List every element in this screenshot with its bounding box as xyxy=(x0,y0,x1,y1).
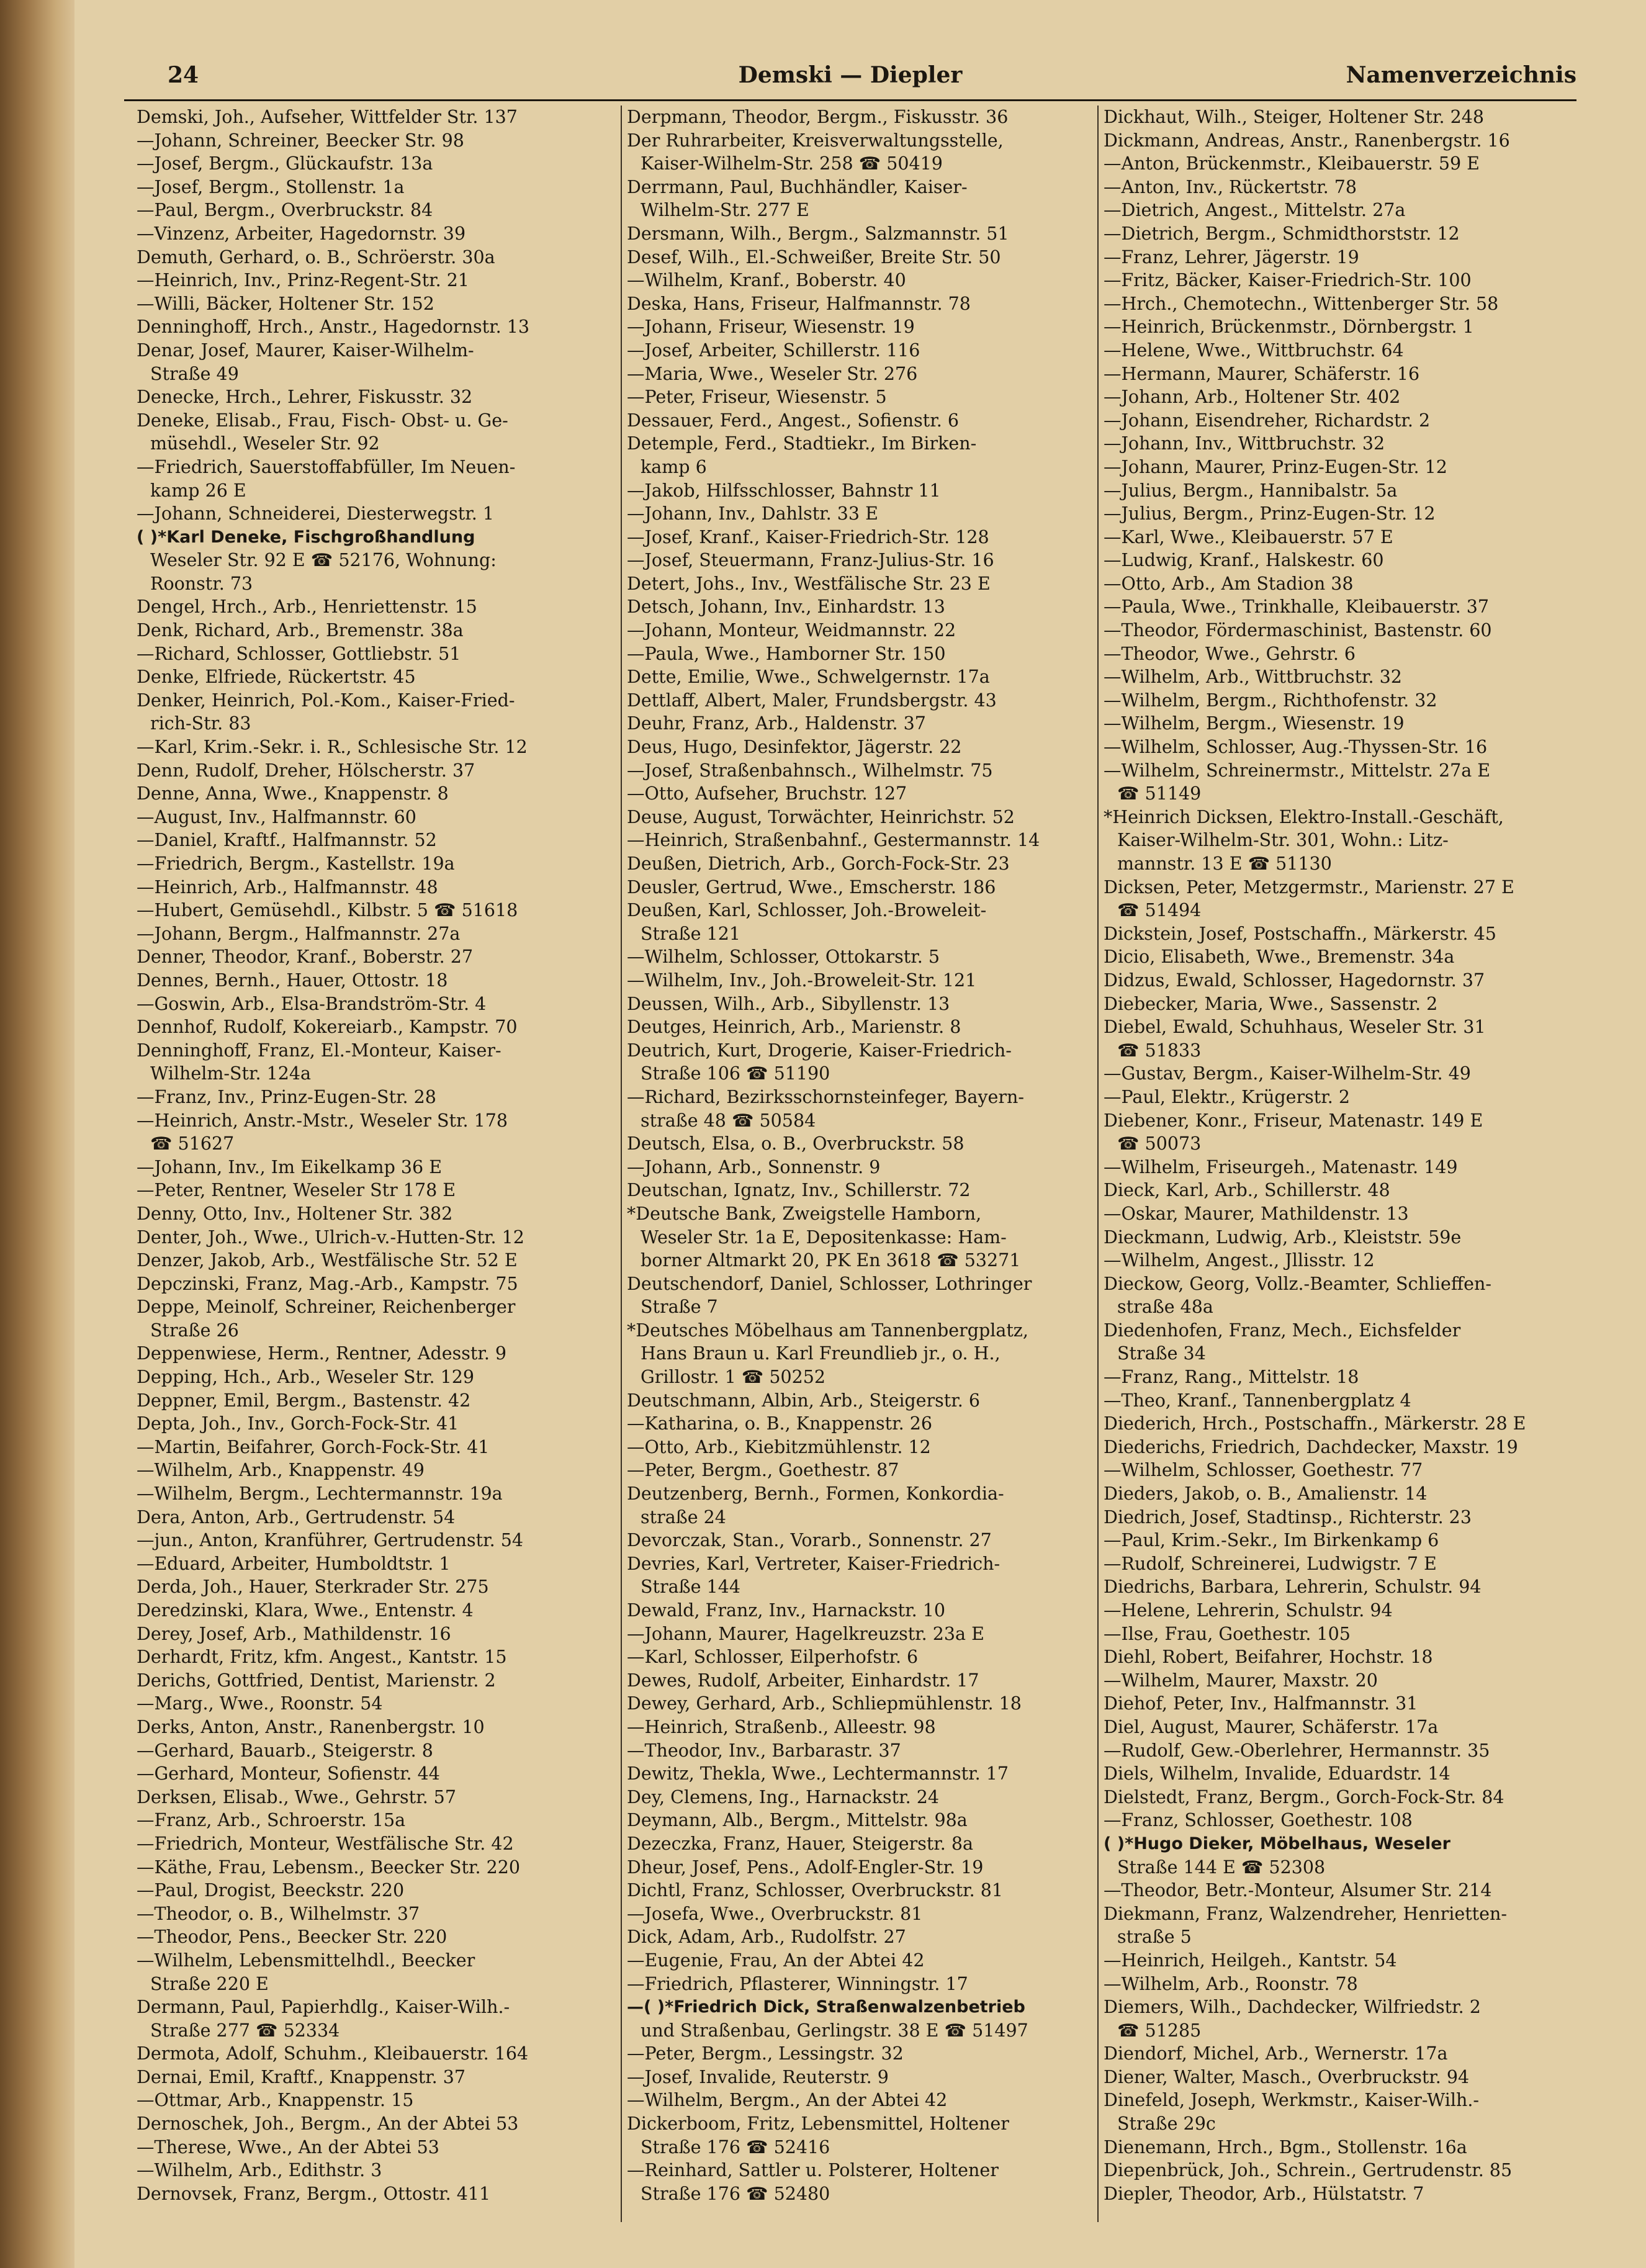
directory-entry: —Anton, Inv., Rückertstr. 78 xyxy=(1104,176,1357,197)
directory-entry: *Deutsches Möbelhaus am Tannenbergplatz, xyxy=(627,1320,1028,1341)
directory-entry: Devorczak, Stan., Vorarb., Sonnenstr. 27 xyxy=(627,1530,992,1551)
directory-entry: Derks, Anton, Anstr., Ranenbergstr. 10 xyxy=(137,1716,485,1737)
directory-entry: Deutschmann, Albin, Arb., Steigerstr. 6 xyxy=(627,1390,980,1411)
directory-columns xyxy=(137,106,1576,2222)
directory-entry: —Johann, Arb., Sonnenstr. 9 xyxy=(627,1156,881,1177)
directory-entry: —Theodor, Pens., Beecker Str. 220 xyxy=(137,1927,447,1948)
entry-continuation: kamp 6 xyxy=(641,456,707,477)
directory-entry: —Ilse, Frau, Goethestr. 105 xyxy=(1104,1623,1351,1644)
directory-entry: Deutrich, Kurt, Drogerie, Kaiser-Friedrich- xyxy=(627,1040,1012,1061)
entry-continuation: Straße 144 xyxy=(641,1577,740,1598)
directory-entry: Deneke, Elisab., Frau, Fisch- Obst- u. Ge- xyxy=(137,410,508,431)
directory-entry: Dieckmann, Ludwig, Arb., Kleiststr. 59e xyxy=(1104,1226,1462,1248)
directory-entry: Derey, Josef, Arb., Mathildenstr. 16 xyxy=(137,1623,451,1644)
page-header xyxy=(124,56,1576,101)
directory-entry: Derhardt, Fritz, kfm. Angest., Kantstr. 15 xyxy=(137,1647,507,1668)
directory-entry: —Wilhelm, Lebensmittelhdl., Beecker xyxy=(137,1950,475,1971)
directory-entry: —Hermann, Maurer, Schäferstr. 16 xyxy=(1104,363,1420,384)
entry-continuation: und Straßenbau, Gerlingstr. 38 E ☎ 51497 xyxy=(641,2020,1028,2041)
directory-entry: —Theodor, Betr.-Monteur, Alsumer Str. 214 xyxy=(1104,1880,1492,1901)
directory-entry: —Paul, Drogist, Beeckstr. 220 xyxy=(137,1880,405,1901)
page-title: Demski — Diepler xyxy=(738,62,963,88)
directory-entry: —Jakob, Hilfsschlosser, Bahnstr 11 xyxy=(627,480,941,501)
directory-entry: Denke, Elfriede, Rückertstr. 45 xyxy=(137,667,416,688)
column-2 xyxy=(621,106,1094,2222)
directory-entry: Deutsch, Elsa, o. B., Overbruckstr. 58 xyxy=(627,1133,965,1154)
directory-entry: —Rudolf, Gew.-Oberlehrer, Hermannstr. 35 xyxy=(1104,1740,1490,1761)
directory-entry: —Heinrich, Heilgeh., Kantstr. 54 xyxy=(1104,1950,1397,1971)
entry-continuation: ☎ 51833 xyxy=(1117,1040,1202,1061)
directory-entry: Dey, Clemens, Ing., Harnackstr. 24 xyxy=(627,1786,939,1807)
entry-continuation: mannstr. 13 E ☎ 51130 xyxy=(1117,853,1332,874)
directory-entry: *Heinrich Dicksen, Elektro-Install.-Geschäft, xyxy=(1104,806,1504,827)
directory-entry: Diendorf, Michel, Arb., Wernerstr. 17a xyxy=(1104,2043,1448,2064)
directory-entry: —Maria, Wwe., Weseler Str. 276 xyxy=(627,363,918,384)
entry-continuation: borner Altmarkt 20, PK En 3618 ☎ 53271 xyxy=(641,1250,1021,1271)
directory-entry: —Goswin, Arb., Elsa-Brandström-Str. 4 xyxy=(137,993,487,1014)
directory-entry: —Wilhelm, Arb., Roonstr. 78 xyxy=(1104,1973,1358,1994)
entry-continuation: Straße 106 ☎ 51190 xyxy=(641,1063,830,1084)
directory-entry: Derda, Joh., Hauer, Sterkrader Str. 275 xyxy=(137,1577,489,1598)
directory-entry: —Wilhelm, Bergm., Wiesenstr. 19 xyxy=(1104,713,1405,734)
directory-entry: —Theo, Kranf., Tannenbergplatz 4 xyxy=(1104,1390,1411,1411)
entry-continuation: Wilhelm-Str. 277 E xyxy=(641,200,809,221)
directory-entry: Diels, Wilhelm, Invalide, Eduardstr. 14 xyxy=(1104,1763,1450,1784)
directory-entry: Denker, Heinrich, Pol.-Kom., Kaiser-Fried- xyxy=(137,690,515,711)
entry-continuation: Straße 26 xyxy=(150,1320,239,1341)
directory-entry: Dichtl, Franz, Schlosser, Overbruckstr. 81 xyxy=(627,1880,1004,1901)
directory-entry: —Daniel, Kraftf., Halfmannstr. 52 xyxy=(137,830,437,851)
entry-continuation: Straße 49 xyxy=(150,363,239,384)
directory-entry: —Josef, Steuermann, Franz-Julius-Str. 16 xyxy=(627,550,994,571)
directory-entry: —Josef, Invalide, Reuterstr. 9 xyxy=(627,2066,889,2087)
directory-entry: Diener, Walter, Masch., Overbruckstr. 94 xyxy=(1104,2066,1470,2087)
directory-entry: Denner, Theodor, Kranf., Boberstr. 27 xyxy=(137,947,474,968)
entry-continuation: ☎ 51627 xyxy=(150,1133,235,1154)
directory-entry: Dicio, Elisabeth, Wwe., Bremenstr. 34a xyxy=(1104,947,1455,968)
directory-entry: —Richard, Bezirksschornsteinfeger, Bayern- xyxy=(627,1086,1024,1107)
directory-entry: —Johann, Maurer, Prinz-Eugen-Str. 12 xyxy=(1104,456,1447,477)
directory-entry: Dheur, Josef, Pens., Adolf-Engler-Str. 19 xyxy=(627,1856,984,1878)
directory-entry: —Wilhelm, Angest., Jllisstr. 12 xyxy=(1104,1250,1375,1271)
directory-entry: —Paul, Bergm., Overbruckstr. 84 xyxy=(137,200,433,221)
column-3 xyxy=(1097,106,1570,2222)
directory-entry: —Johann, Schneiderei, Diesterwegstr. 1 xyxy=(137,503,494,524)
entry-continuation: Hans Braun u. Karl Freundlieb jr., o. H., xyxy=(641,1343,1001,1364)
entry-continuation: Straße 176 ☎ 52416 xyxy=(641,2136,830,2158)
directory-entry: Deuse, August, Torwächter, Heinrichstr. 52 xyxy=(627,806,1015,827)
directory-entry: —Heinrich, Straßenbahnf., Gestermannstr. 14 xyxy=(627,830,1040,851)
directory-entry: —Ottmar, Arb., Knappenstr. 15 xyxy=(137,2090,414,2111)
book-spine xyxy=(0,0,74,2268)
directory-entry: —Wilhelm, Bergm., An der Abtei 42 xyxy=(627,2090,948,2111)
entry-continuation: straße 24 xyxy=(641,1506,726,1528)
directory-entry: —Otto, Arb., Am Stadion 38 xyxy=(1104,573,1354,594)
directory-entry: Demski, Joh., Aufseher, Wittfelder Str. 137 xyxy=(137,107,518,127)
directory-entry: Diehl, Robert, Beifahrer, Hochstr. 18 xyxy=(1104,1647,1433,1668)
directory-entry: —Dietrich, Angest., Mittelstr. 27a xyxy=(1104,200,1406,221)
directory-entry: Dewitz, Thekla, Wwe., Lechtermannstr. 17 xyxy=(627,1763,1009,1784)
entry-continuation: Grillostr. 1 ☎ 50252 xyxy=(641,1367,825,1388)
directory-entry: Deusler, Gertrud, Wwe., Emscherstr. 186 xyxy=(627,876,996,898)
directory-page xyxy=(124,56,1576,2241)
directory-entry: Denny, Otto, Inv., Holtener Str. 382 xyxy=(137,1203,453,1224)
directory-entry: Dezeczka, Franz, Hauer, Steigerstr. 8a xyxy=(627,1833,974,1854)
directory-entry: Diedenhofen, Franz, Mech., Eichsfelder xyxy=(1104,1320,1461,1341)
directory-entry: Dernoschek, Joh., Bergm., An der Abtei 53 xyxy=(137,2113,519,2135)
entry-continuation: Straße 29c xyxy=(1117,2113,1216,2135)
directory-entry: Dengel, Hrch., Arb., Henriettenstr. 15 xyxy=(137,596,477,618)
directory-entry: Depping, Hch., Arb., Weseler Str. 129 xyxy=(137,1367,474,1388)
directory-entry: Denninghoff, Franz, El.-Monteur, Kaiser- xyxy=(137,1040,501,1061)
directory-entry: —Helene, Lehrerin, Schulstr. 94 xyxy=(1104,1600,1393,1621)
entry-continuation: Straße 34 xyxy=(1117,1343,1206,1364)
entry-continuation: straße 48 ☎ 50584 xyxy=(641,1110,816,1131)
directory-entry: Diehof, Peter, Inv., Halfmannstr. 31 xyxy=(1104,1693,1418,1714)
directory-entry: Deußen, Karl, Schlosser, Joh.-Broweleit- xyxy=(627,900,987,921)
directory-entry: —Oskar, Maurer, Mathildenstr. 13 xyxy=(1104,1203,1409,1224)
directory-entry: —Ludwig, Kranf., Halskestr. 60 xyxy=(1104,550,1384,571)
directory-entry: —Franz, Rang., Mittelstr. 18 xyxy=(1104,1367,1359,1388)
directory-entry: Diebel, Ewald, Schuhhaus, Weseler Str. 31 xyxy=(1104,1017,1486,1038)
directory-entry: —Heinrich, Anstr.-Mstr., Weseler Str. 178 xyxy=(137,1110,508,1131)
directory-entry: Detemple, Ferd., Stadtiekr., Im Birken- xyxy=(627,433,977,454)
entry-continuation: müsehdl., Weseler Str. 92 xyxy=(150,433,380,454)
directory-entry: Dielstedt, Franz, Bergm., Gorch-Fock-Str. 84 xyxy=(1104,1786,1504,1807)
directory-entry: —Fritz, Bäcker, Kaiser-Friedrich-Str. 100 xyxy=(1104,270,1472,291)
directory-entry: Dickhaut, Wilh., Steiger, Holtener Str. 248 xyxy=(1104,107,1485,127)
directory-entry: —Gerhard, Monteur, Sofienstr. 44 xyxy=(137,1763,440,1784)
directory-entry: Deuhr, Franz, Arb., Haldenstr. 37 xyxy=(627,713,926,734)
entry-continuation: Kaiser-Wilhelm-Str. 301, Wohn.: Litz- xyxy=(1117,830,1449,851)
directory-entry: —Josefa, Wwe., Overbruckstr. 81 xyxy=(627,1903,923,1924)
directory-entry: —Wilhelm, Arb., Knappenstr. 49 xyxy=(137,1460,425,1481)
entry-continuation: Wilhelm-Str. 124a xyxy=(150,1063,311,1084)
directory-entry: Deppenwiese, Herm., Rentner, Adesstr. 9 xyxy=(137,1343,507,1364)
directory-entry: Deppner, Emil, Bergm., Bastenstr. 42 xyxy=(137,1390,471,1411)
directory-entry: —Josef, Straßenbahnsch., Wilhelmstr. 75 xyxy=(627,760,993,781)
entry-continuation: Weseler Str. 1a E, Depositenkasse: Ham- xyxy=(641,1226,1007,1248)
entry-continuation: Straße 277 ☎ 52334 xyxy=(150,2020,340,2041)
directory-entry: —Käthe, Frau, Lebensm., Beecker Str. 220 xyxy=(137,1856,520,1878)
directory-entry: —Julius, Bergm., Hannibalstr. 5a xyxy=(1104,480,1398,501)
directory-entry: —Paul, Elektr., Krügerstr. 2 xyxy=(1104,1086,1350,1107)
directory-entry: Dera, Anton, Arb., Gertrudenstr. 54 xyxy=(137,1506,456,1528)
directory-entry: —Heinrich, Brückenmstr., Dörnbergstr. 1 xyxy=(1104,317,1474,338)
directory-entry: —Theodor, o. B., Wilhelmstr. 37 xyxy=(137,1903,420,1924)
directory-entry: Diemers, Wilh., Dachdecker, Wilfriedstr. 2 xyxy=(1104,1997,1481,2018)
directory-entry: —Peter, Friseur, Wiesenstr. 5 xyxy=(627,387,887,408)
entry-continuation: ☎ 50073 xyxy=(1117,1133,1202,1154)
directory-entry: Diepenbrück, Joh., Schrein., Gertrudenstr. 85 xyxy=(1104,2160,1513,2181)
directory-entry: —Friedrich, Bergm., Kastellstr. 19a xyxy=(137,853,455,874)
directory-entry: —Reinhard, Sattler u. Polsterer, Holtener xyxy=(627,2160,999,2181)
directory-entry: —Heinrich, Arb., Halfmannstr. 48 xyxy=(137,876,438,898)
directory-entry: —Eugenie, Frau, An der Abtei 42 xyxy=(627,1950,925,1971)
directory-entry: —Theodor, Fördermaschinist, Bastenstr. 60 xyxy=(1104,620,1492,641)
entry-continuation: ☎ 51149 xyxy=(1117,783,1202,804)
directory-entry: Deußen, Dietrich, Arb., Gorch-Fock-Str. 23 xyxy=(627,853,1010,874)
directory-entry: —Heinrich, Straßenb., Alleestr. 98 xyxy=(627,1716,936,1737)
directory-entry: —Wilhelm, Schlosser, Aug.-Thyssen-Str. 16 xyxy=(1104,737,1488,758)
directory-entry: Deutschendorf, Daniel, Schlosser, Lothringer xyxy=(627,1273,1032,1294)
entry-continuation: Straße 7 xyxy=(641,1297,718,1318)
directory-entry: Diebener, Konr., Friseur, Matenastr. 149 E xyxy=(1104,1110,1483,1131)
directory-entry: —jun., Anton, Kranführer, Gertrudenstr. 54 xyxy=(137,1530,523,1551)
directory-entry: —Johann, Schreiner, Beecker Str. 98 xyxy=(137,130,464,151)
directory-entry: —Peter, Rentner, Weseler Str 178 E xyxy=(137,1180,456,1201)
directory-entry: Dernovsek, Franz, Bergm., Ottostr. 411 xyxy=(137,2183,491,2204)
directory-entry: Derksen, Elisab., Wwe., Gehrstr. 57 xyxy=(137,1786,456,1807)
directory-entry: —Julius, Bergm., Prinz-Eugen-Str. 12 xyxy=(1104,503,1436,524)
directory-entry: —Anton, Brückenmstr., Kleibauerstr. 59 E xyxy=(1104,153,1480,174)
directory-entry: Dennes, Bernh., Hauer, Ottostr. 18 xyxy=(137,970,448,991)
directory-entry: —Paul, Krim.-Sekr., Im Birkenkamp 6 xyxy=(1104,1530,1439,1551)
directory-entry: Dersmann, Wilh., Bergm., Salzmannstr. 51 xyxy=(627,223,1009,244)
directory-entry: Dennhof, Rudolf, Kokereiarb., Kampstr. 70 xyxy=(137,1017,518,1038)
directory-entry: —Johann, Eisendreher, Richardstr. 2 xyxy=(1104,410,1431,431)
directory-entry: Dickstein, Josef, Postschaffn., Märkerstr. 45 xyxy=(1104,923,1496,944)
directory-entry: —Martin, Beifahrer, Gorch-Fock-Str. 41 xyxy=(137,1436,490,1457)
entry-continuation: ☎ 51285 xyxy=(1117,2020,1202,2041)
directory-entry: —Gustav, Bergm., Kaiser-Wilhelm-Str. 49 xyxy=(1104,1063,1471,1084)
directory-entry: —Johann, Inv., Dahlstr. 33 E xyxy=(627,503,878,524)
directory-entry: Denk, Richard, Arb., Bremenstr. 38a xyxy=(137,620,464,641)
directory-entry: Denninghoff, Hrch., Anstr., Hagedornstr. 13 xyxy=(137,317,529,338)
directory-entry: —Franz, Lehrer, Jägerstr. 19 xyxy=(1104,246,1359,268)
directory-entry: —Otto, Arb., Kiebitzmühlenstr. 12 xyxy=(627,1436,931,1457)
directory-entry: —Theodor, Inv., Barbarastr. 37 xyxy=(627,1740,901,1761)
directory-entry: Deutzenberg, Bernh., Formen, Konkordia- xyxy=(627,1483,1004,1505)
directory-entry: Diedrich, Josef, Stadtinsp., Richterstr. 23 xyxy=(1104,1506,1472,1528)
directory-entry: Deutges, Heinrich, Arb., Marienstr. 8 xyxy=(627,1017,961,1038)
directory-entry: Dewald, Franz, Inv., Harnackstr. 10 xyxy=(627,1600,945,1621)
directory-entry: Derichs, Gottfried, Dentist, Marienstr. 2 xyxy=(137,1670,496,1691)
directory-entry: —Johann, Maurer, Hagelkreuzstr. 23a E xyxy=(627,1623,984,1644)
directory-entry: —Friedrich, Pflasterer, Winningstr. 17 xyxy=(627,1973,968,1994)
directory-entry: —Vinzenz, Arbeiter, Hagedornstr. 39 xyxy=(137,223,466,244)
directory-entry: Deska, Hans, Friseur, Halfmannstr. 78 xyxy=(627,293,971,314)
directory-entry: —Dietrich, Bergm., Schmidthorststr. 12 xyxy=(1104,223,1460,244)
directory-entry: —Richard, Schlosser, Gottliebstr. 51 xyxy=(137,643,461,664)
directory-entry: —Heinrich, Inv., Prinz-Regent-Str. 21 xyxy=(137,270,470,291)
directory-entry: Dermota, Adolf, Schuhm., Kleibauerstr. 164 xyxy=(137,2043,529,2064)
directory-entry: Diel, August, Maurer, Schäferstr. 17a xyxy=(1104,1716,1439,1737)
directory-entry: —Franz, Schlosser, Goethestr. 108 xyxy=(1104,1810,1413,1831)
directory-entry: Der Ruhrarbeiter, Kreisverwaltungsstelle, xyxy=(627,130,1004,151)
directory-entry: —Johann, Bergm., Halfmannstr. 27a xyxy=(137,923,461,944)
directory-entry: Denne, Anna, Wwe., Knappenstr. 8 xyxy=(137,783,449,804)
directory-entry: *Deutsche Bank, Zweigstelle Hamborn, xyxy=(627,1203,982,1224)
directory-entry: —Josef, Bergm., Stollenstr. 1a xyxy=(137,176,405,197)
directory-entry: —Wilhelm, Schlosser, Goethestr. 77 xyxy=(1104,1460,1423,1481)
directory-entry: Dessauer, Ferd., Angest., Sofienstr. 6 xyxy=(627,410,959,431)
directory-entry: Dewey, Gerhard, Arb., Schliepmühlenstr. 18 xyxy=(627,1693,1022,1714)
directory-entry: —Gerhard, Bauarb., Steigerstr. 8 xyxy=(137,1740,433,1761)
directory-entry: —Willi, Bäcker, Holtener Str. 152 xyxy=(137,293,434,314)
directory-entry: —Wilhelm, Schreinermstr., Mittelstr. 27a E xyxy=(1104,760,1491,781)
directory-entry: —Josef, Kranf., Kaiser-Friedrich-Str. 128 xyxy=(627,526,989,547)
directory-entry: —Otto, Aufseher, Bruchstr. 127 xyxy=(627,783,907,804)
entry-continuation: Straße 220 E xyxy=(150,1973,269,1994)
directory-entry: Dicksen, Peter, Metzgermstr., Marienstr. 27 E xyxy=(1104,876,1514,898)
directory-entry: Deppe, Meinolf, Schreiner, Reichenberger xyxy=(137,1297,516,1318)
entry-continuation: Roonstr. 73 xyxy=(150,573,253,594)
directory-entry: Diederichs, Friedrich, Dachdecker, Maxstr. 19 xyxy=(1104,1436,1518,1457)
directory-entry: —Rudolf, Schreinerei, Ludwigstr. 7 E xyxy=(1104,1553,1437,1574)
directory-entry: —Wilhelm, Schlosser, Ottokarstr. 5 xyxy=(627,947,940,968)
directory-entry: Dickerboom, Fritz, Lebensmittel, Holtener xyxy=(627,2113,1009,2135)
directory-entry: Deymann, Alb., Bergm., Mittelstr. 98a xyxy=(627,1810,968,1831)
directory-entry: Devries, Karl, Vertreter, Kaiser-Friedrich- xyxy=(627,1553,1001,1574)
directory-entry: Dinefeld, Joseph, Werkmstr., Kaiser-Wilh.- xyxy=(1104,2090,1480,2111)
entry-continuation: kamp 26 E xyxy=(150,480,246,501)
directory-entry: Denn, Rudolf, Dreher, Hölscherstr. 37 xyxy=(137,760,475,781)
directory-entry: Didzus, Ewald, Schlosser, Hagedornstr. 37 xyxy=(1104,970,1485,991)
directory-entry: —Peter, Bergm., Goethestr. 87 xyxy=(627,1460,899,1481)
directory-entry: Depczinski, Franz, Mag.-Arb., Kampstr. 75 xyxy=(137,1273,518,1294)
directory-entry: —Johann, Arb., Holtener Str. 402 xyxy=(1104,387,1401,408)
directory-entry: Dieckow, Georg, Vollz.-Beamter, Schlieffen- xyxy=(1104,1273,1491,1294)
directory-entry: —Josef, Arbeiter, Schillerstr. 116 xyxy=(627,340,920,361)
directory-entry: Detsch, Johann, Inv., Einhardstr. 13 xyxy=(627,596,945,618)
directory-entry: Dienemann, Hrch., Bgm., Stollenstr. 16a xyxy=(1104,2136,1467,2158)
directory-entry: Deussen, Wilh., Arb., Sibyllenstr. 13 xyxy=(627,993,950,1014)
directory-entry: —Hubert, Gemüsehdl., Kilbstr. 5 ☎ 51618 xyxy=(137,900,518,921)
entry-continuation: Straße 144 E ☎ 52308 xyxy=(1117,1856,1326,1878)
directory-entry: —Friedrich, Sauerstoffabfüller, Im Neuen- xyxy=(137,456,516,477)
directory-entry: Detert, Johs., Inv., Westfälische Str. 23 E xyxy=(627,573,991,594)
directory-entry: Denar, Josef, Maurer, Kaiser-Wilhelm- xyxy=(137,340,474,361)
directory-entry: —Hrch., Chemotechn., Wittenberger Str. 58 xyxy=(1104,293,1499,314)
directory-entry: —Wilhelm, Friseurgeh., Matenastr. 149 xyxy=(1104,1156,1458,1177)
directory-entry: Diebecker, Maria, Wwe., Sassenstr. 2 xyxy=(1104,993,1438,1014)
directory-entry: Dieck, Karl, Arb., Schillerstr. 48 xyxy=(1104,1180,1390,1201)
directory-entry: Desef, Wilh., El.-Schweißer, Breite Str. 50 xyxy=(627,246,1001,268)
directory-entry: Demuth, Gerhard, o. B., Schröerstr. 30a xyxy=(137,246,495,268)
directory-entry: Diederich, Hrch., Postschaffn., Märkerstr. 28 E xyxy=(1104,1413,1526,1434)
entry-continuation: straße 5 xyxy=(1117,1927,1192,1948)
directory-entry: Diekmann, Franz, Walzendreher, Henrietten- xyxy=(1104,1903,1507,1924)
directory-entry: —Katharina, o. B., Knappenstr. 26 xyxy=(627,1413,932,1434)
directory-entry: —Wilhelm, Inv., Joh.-Broweleit-Str. 121 xyxy=(627,970,977,991)
directory-entry: —Wilhelm, Bergm., Lechtermannstr. 19a xyxy=(137,1483,503,1505)
entry-continuation: Straße 121 xyxy=(641,923,740,944)
directory-entry: —Wilhelm, Kranf., Boberstr. 40 xyxy=(627,270,906,291)
directory-entry: —Paula, Wwe., Hamborner Str. 150 xyxy=(627,643,946,664)
entry-continuation: Kaiser-Wilhelm-Str. 258 ☎ 50419 xyxy=(641,153,943,174)
directory-entry: ( )*Hugo Dieker, Möbelhaus, Weseler xyxy=(1104,1834,1450,1853)
directory-entry: —( )*Friedrich Dick, Straßenwalzenbetrieb xyxy=(627,1997,1025,2017)
entry-continuation: Weseler Str. 92 E ☎ 52176, Wohnung: xyxy=(150,550,497,571)
directory-entry: Dieders, Jakob, o. B., Amalienstr. 14 xyxy=(1104,1483,1428,1505)
directory-entry: —August, Inv., Halfmannstr. 60 xyxy=(137,806,416,827)
directory-entry: Dickmann, Andreas, Anstr., Ranenbergstr. 16 xyxy=(1104,130,1510,151)
directory-entry: —Johann, Friseur, Wiesenstr. 19 xyxy=(627,317,915,338)
directory-entry: —Josef, Bergm., Glückaufstr. 13a xyxy=(137,153,433,174)
column-1 xyxy=(137,106,609,2222)
directory-entry: Diedrichs, Barbara, Lehrerin, Schulstr. 94 xyxy=(1104,1577,1482,1598)
directory-entry: Denzer, Jakob, Arb., Westfälische Str. 52 E xyxy=(137,1250,518,1271)
directory-entry: —Wilhelm, Bergm., Richthofenstr. 32 xyxy=(1104,690,1437,711)
directory-entry: —Franz, Arb., Schroerstr. 15a xyxy=(137,1810,406,1831)
directory-entry: Dick, Adam, Arb., Rudolfstr. 27 xyxy=(627,1927,906,1948)
entry-continuation: ☎ 51494 xyxy=(1117,900,1202,921)
directory-entry: —Wilhelm, Arb., Wittbruchstr. 32 xyxy=(1104,667,1402,688)
directory-entry: —Johann, Inv., Wittbruchstr. 32 xyxy=(1104,433,1385,454)
directory-entry: Dewes, Rudolf, Arbeiter, Einhardstr. 17 xyxy=(627,1670,979,1691)
page-number: 24 xyxy=(168,62,199,88)
directory-entry: Deredzinski, Klara, Wwe., Entenstr. 4 xyxy=(137,1600,474,1621)
directory-entry: —Johann, Monteur, Weidmannstr. 22 xyxy=(627,620,956,641)
directory-entry: —Franz, Inv., Prinz-Eugen-Str. 28 xyxy=(137,1086,436,1107)
directory-entry: —Wilhelm, Arb., Edithstr. 3 xyxy=(137,2160,382,2181)
entry-continuation: straße 48a xyxy=(1117,1297,1213,1318)
directory-entry: —Friedrich, Monteur, Westfälische Str. 42 xyxy=(137,1833,514,1854)
directory-entry: —Helene, Wwe., Wittbruchstr. 64 xyxy=(1104,340,1404,361)
directory-entry: —Karl, Schlosser, Eilperhofstr. 6 xyxy=(627,1647,919,1668)
directory-entry: Depta, Joh., Inv., Gorch-Fock-Str. 41 xyxy=(137,1413,459,1434)
directory-entry: Dernai, Emil, Kraftf., Knappenstr. 37 xyxy=(137,2066,466,2087)
directory-entry: Deutschan, Ignatz, Inv., Schillerstr. 72 xyxy=(627,1180,971,1201)
directory-entry: Deus, Hugo, Desinfektor, Jägerstr. 22 xyxy=(627,737,962,758)
directory-entry: —Karl, Wwe., Kleibauerstr. 57 E xyxy=(1104,526,1393,547)
directory-entry: Derrmann, Paul, Buchhändler, Kaiser- xyxy=(627,176,968,197)
directory-entry: —Wilhelm, Maurer, Maxstr. 20 xyxy=(1104,1670,1378,1691)
directory-entry: Dettlaff, Albert, Maler, Frundsbergstr. 43 xyxy=(627,690,997,711)
directory-entry: Derpmann, Theodor, Bergm., Fiskusstr. 36 xyxy=(627,107,1009,127)
entry-continuation: rich-Str. 83 xyxy=(150,713,251,734)
directory-entry: —Peter, Bergm., Lessingstr. 32 xyxy=(627,2043,904,2064)
directory-entry: Denecke, Hrch., Lehrer, Fiskusstr. 32 xyxy=(137,387,473,408)
directory-entry: —Paula, Wwe., Trinkhalle, Kleibauerstr. 37 xyxy=(1104,596,1490,618)
directory-entry: —Johann, Inv., Im Eikelkamp 36 E xyxy=(137,1156,443,1177)
directory-entry: —Therese, Wwe., An der Abtei 53 xyxy=(137,2136,439,2158)
section-title: Namenverzeichnis xyxy=(1346,62,1576,88)
directory-entry: ( )*Karl Deneke, Fischgroßhandlung xyxy=(137,527,475,547)
directory-entry: Dette, Emilie, Wwe., Schwelgernstr. 17a xyxy=(627,667,990,688)
directory-entry: —Theodor, Wwe., Gehrstr. 6 xyxy=(1104,643,1356,664)
directory-entry: —Eduard, Arbeiter, Humboldtstr. 1 xyxy=(137,1553,451,1574)
directory-entry: Diepler, Theodor, Arb., Hülstatstr. 7 xyxy=(1104,2183,1424,2204)
directory-entry: Denter, Joh., Wwe., Ulrich-v.-Hutten-Str. 12 xyxy=(137,1226,524,1248)
directory-entry: —Karl, Krim.-Sekr. i. R., Schlesische Str. 12 xyxy=(137,737,528,758)
entry-continuation: Straße 176 ☎ 52480 xyxy=(641,2183,830,2204)
directory-entry: —Marg., Wwe., Roonstr. 54 xyxy=(137,1693,383,1714)
directory-entry: Dermann, Paul, Papierhdlg., Kaiser-Wilh.- xyxy=(137,1997,510,2018)
